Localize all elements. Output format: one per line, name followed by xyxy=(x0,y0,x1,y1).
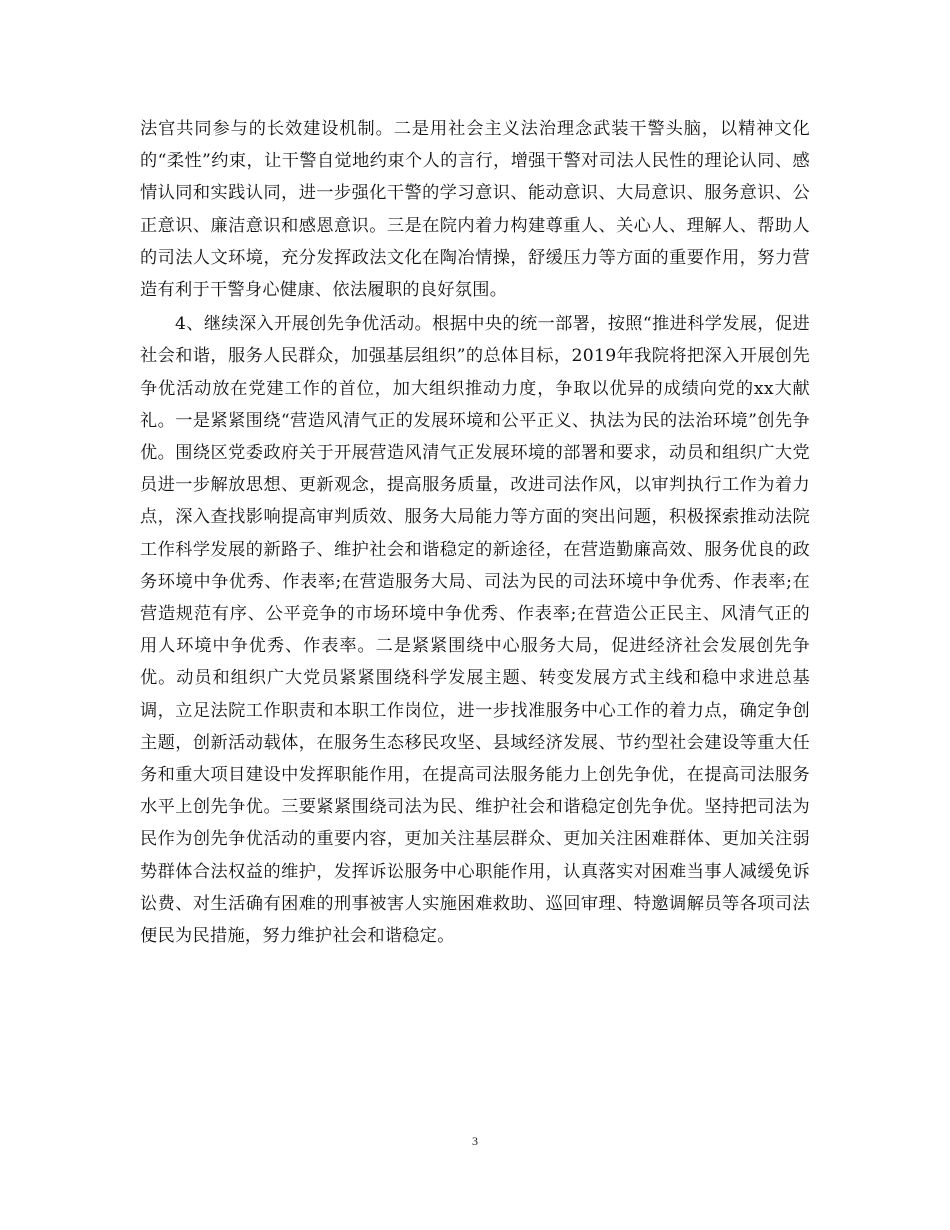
paragraph-item-4: 4、继续深入开展创先争优活动。根据中央的统一部署，按照“推进科学发展，促进社会和谐，服务人民群众，加强基层组织”的总体目标，2019年我院将把深入开展创先争优活动放在党建工作的首位，加大组织推动力度，争取以优异的成绩向党的xx大献礼。一是紧紧围绕“营造风清气正的发展环境和公平正义、执法为民的法治环境”创先争优。围绕区党委政府关于开展营造风清气正发展环境的部署和要求，动员和组织广大党员进一步解放思想、更新观念，提高服务质量，改进司法作风，以审判执行工作为着力点，深入查找影响提高审判质效、服务大局能力等方面的突出问题，积极探索推动法院工作科学发展的新路子、维护社会和谐稳定的新途径，在营造勤廉高效、服务优良的政务环境中争优秀、作表率;在营造服务大局、司法为民的司法环境中争优秀、作表率;在营造规范有序、公平竞争的市场环境中争优秀、作表率;在营造公正民主、风清气正的用人环境中争优秀、作表率。二是紧紧围绕中心服务大局，促进经济社会发展创先争优。动员和组织广大党员紧紧围绕科学发展主题、转变发展方式主线和稳中求进总基调，立足法院工作职责和本职工作岗位，进一步找准服务中心工作的着力点，确定争创主题，创新活动载体，在服务生态移民攻坚、县域经济发展、节约型社会建设等重大任务和重大项目建设中发挥职能作用，在提高司法服务能力上创先争优，在提高司法服务水平上创先争优。三要紧紧围绕司法为民、维护社会和谐稳定创先争优。坚持把司法为民作为创先争优活动的重要内容，更加关注基层群众、更加关注困难群体、更加关注弱势群体合法权益的维护，发挥诉讼服务中心职能作用，认真落实对困难当事人减缓免诉讼费、对生活确有困难的刑事被害人实施困难救助、巡回审理、特邀调解员等各项司法便民为民措施，努力维护社会和谐稳定。 xyxy=(140,314,810,947)
body-text xyxy=(140,113,810,954)
page-number: 3 xyxy=(472,1134,478,1148)
paragraph-continuation: 法官共同参与的长效建设机制。二是用社会主义法治理念武装干警头脑，以精神文化的“柔性”约束，让干警自觉地约束个人的言行，增强干警对司法人民性的理论认同、感情认同和实践认同，进一步强化干警的学习意识、能动意识、大局意识、服务意识、公正意识、廉洁意识和感恩意识。三是在院内着力构建尊重人、关心人、理解人、帮助人的司法人文环境，充分发挥政法文化在陶冶情操，舒缓压力等方面的重要作用，努力营造有利于干警身心健康、依法履职的良好氛围。 xyxy=(140,119,810,301)
